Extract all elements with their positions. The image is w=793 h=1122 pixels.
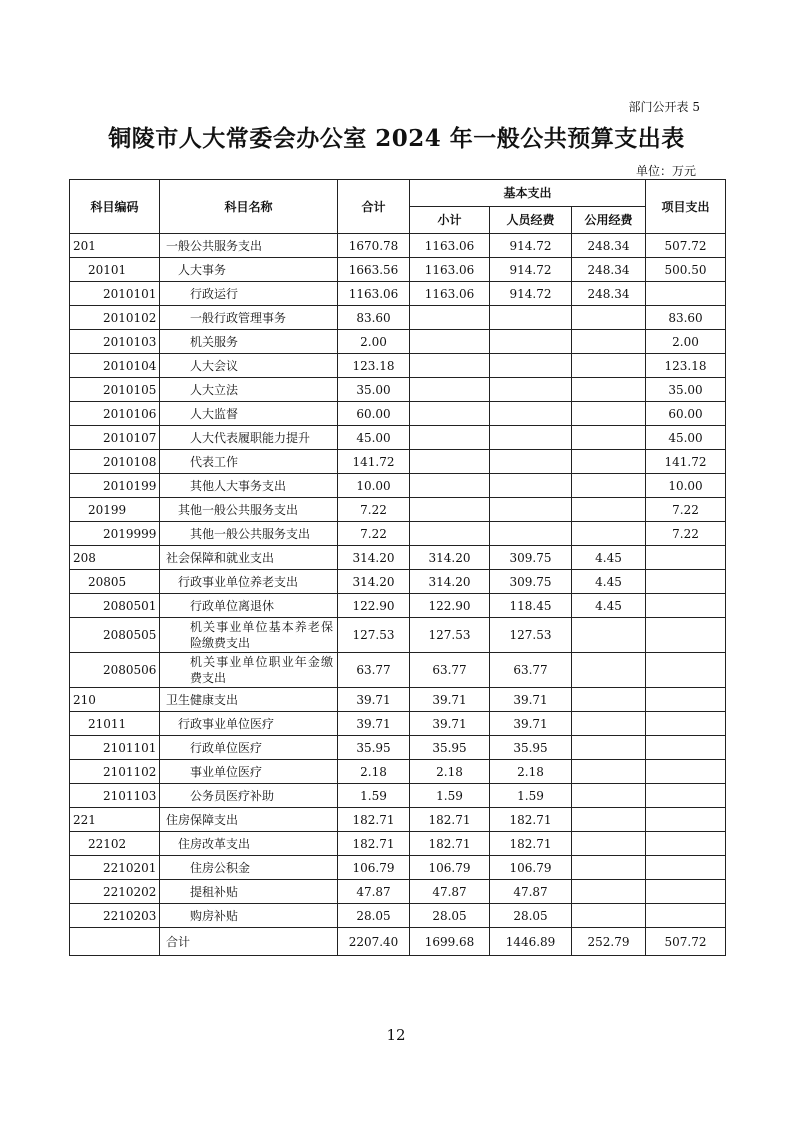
table-row (70, 546, 726, 570)
cell-name: 人大代表履职能力提升 (160, 426, 338, 450)
table-row (70, 306, 726, 330)
cell-total: 2.00 (338, 330, 410, 354)
table-row (70, 282, 726, 306)
table-row (70, 570, 726, 594)
table-row (70, 498, 726, 522)
cell-personnel: 118.45 (490, 594, 572, 618)
cell-project (646, 760, 726, 784)
cell-subtotal: 39.71 (410, 712, 490, 736)
cell-personnel: 309.75 (490, 546, 572, 570)
cell-code: 2019999 (70, 522, 160, 546)
cell-code: 2210202 (70, 880, 160, 904)
cell-public (572, 784, 646, 808)
cell-code: 22102 (70, 832, 160, 856)
cell-personnel: 127.53 (490, 618, 572, 653)
unit-label: 单位：万元 (635, 164, 696, 178)
cell-public (572, 474, 646, 498)
cell-name: 其他人大事务支出 (160, 474, 338, 498)
table-row (70, 402, 726, 426)
cell-total: 47.87 (338, 880, 410, 904)
cell-name: 住房公积金 (160, 856, 338, 880)
cell-project (646, 594, 726, 618)
cell-subtotal: 127.53 (410, 618, 490, 653)
cell-code: 21011 (70, 712, 160, 736)
cell-project: 10.00 (646, 474, 726, 498)
cell-subtotal: 47.87 (410, 880, 490, 904)
cell-total: 28.05 (338, 904, 410, 928)
cell-personnel (490, 522, 572, 546)
cell-public (572, 354, 646, 378)
cell-personnel: 182.71 (490, 808, 572, 832)
cell-name: 机关事业单位基本养老保险缴费支出 (160, 618, 338, 653)
cell-public (572, 856, 646, 880)
cell-name: 行政事业单位医疗 (160, 712, 338, 736)
cell-project (646, 856, 726, 880)
table-row (70, 880, 726, 904)
cell-total: 35.00 (338, 378, 410, 402)
cell-project: 500.50 (646, 258, 726, 282)
header-code: 科目编码 (70, 180, 160, 234)
cell-total: 182.71 (338, 808, 410, 832)
cell-code: 2101103 (70, 784, 160, 808)
cell-total: 39.71 (338, 688, 410, 712)
cell-subtotal: 314.20 (410, 546, 490, 570)
cell-project: 60.00 (646, 402, 726, 426)
cell-code: 2101102 (70, 760, 160, 784)
cell-total: 7.22 (338, 498, 410, 522)
cell-name: 机关事业单位职业年金缴费支出 (160, 653, 338, 688)
cell-personnel: 47.87 (490, 880, 572, 904)
table-row (70, 474, 726, 498)
cell-name: 住房改革支出 (160, 832, 338, 856)
cell-personnel (490, 354, 572, 378)
cell-public: 4.45 (572, 546, 646, 570)
cell-name: 人大监督 (160, 402, 338, 426)
cell-subtotal (410, 354, 490, 378)
cell-project (646, 832, 726, 856)
cell-public (572, 378, 646, 402)
cell-code: 2010108 (70, 450, 160, 474)
cell-total: 314.20 (338, 546, 410, 570)
cell-name: 购房补贴 (160, 904, 338, 928)
cell-name: 公务员医疗补助 (160, 784, 338, 808)
table-row (70, 653, 726, 688)
cell-subtotal (410, 306, 490, 330)
cell-subtotal: 122.90 (410, 594, 490, 618)
cell-code: 2010103 (70, 330, 160, 354)
cell-code: 201 (70, 234, 160, 258)
cell-public (572, 808, 646, 832)
table-row (70, 378, 726, 402)
cell-code: 20101 (70, 258, 160, 282)
cell-project: 83.60 (646, 306, 726, 330)
cell-personnel: 914.72 (490, 234, 572, 258)
cell-project (646, 904, 726, 928)
cell-subtotal: 106.79 (410, 856, 490, 880)
cell-personnel: 1.59 (490, 784, 572, 808)
cell-subtotal: 182.71 (410, 808, 490, 832)
cell-personnel (490, 426, 572, 450)
cell-personnel: 35.95 (490, 736, 572, 760)
table-row (70, 832, 726, 856)
table-row (70, 712, 726, 736)
cell-project (646, 688, 726, 712)
table-number-label: 部门公开表 5 (628, 100, 700, 114)
cell-personnel (490, 402, 572, 426)
cell-project: 123.18 (646, 354, 726, 378)
table-row (70, 688, 726, 712)
total-cell-project: 507.72 (646, 928, 726, 956)
cell-name: 一般行政管理事务 (160, 306, 338, 330)
cell-code: 210 (70, 688, 160, 712)
cell-name: 一般公共服务支出 (160, 234, 338, 258)
cell-public (572, 760, 646, 784)
cell-total: 122.90 (338, 594, 410, 618)
cell-personnel: 39.71 (490, 712, 572, 736)
cell-name: 代表工作 (160, 450, 338, 474)
cell-name: 机关服务 (160, 330, 338, 354)
cell-subtotal (410, 522, 490, 546)
cell-total: 35.95 (338, 736, 410, 760)
cell-project (646, 546, 726, 570)
cell-name: 行政单位医疗 (160, 736, 338, 760)
header-name: 科目名称 (160, 180, 338, 234)
total-row (70, 928, 726, 956)
cell-project: 7.22 (646, 498, 726, 522)
cell-total: 1663.56 (338, 258, 410, 282)
table-row (70, 736, 726, 760)
cell-subtotal: 314.20 (410, 570, 490, 594)
cell-total: 106.79 (338, 856, 410, 880)
cell-code: 221 (70, 808, 160, 832)
cell-public (572, 832, 646, 856)
cell-name: 行政事业单位养老支出 (160, 570, 338, 594)
table-row (70, 450, 726, 474)
cell-name: 其他一般公共服务支出 (160, 522, 338, 546)
cell-total: 39.71 (338, 712, 410, 736)
table-row (70, 594, 726, 618)
cell-subtotal: 63.77 (410, 653, 490, 688)
cell-code: 20805 (70, 570, 160, 594)
cell-subtotal (410, 426, 490, 450)
cell-subtotal (410, 330, 490, 354)
cell-personnel: 914.72 (490, 282, 572, 306)
cell-code: 2210203 (70, 904, 160, 928)
cell-name: 人大事务 (160, 258, 338, 282)
cell-subtotal: 182.71 (410, 832, 490, 856)
cell-code: 2080501 (70, 594, 160, 618)
cell-code: 20199 (70, 498, 160, 522)
cell-public (572, 904, 646, 928)
page-title: 铜陵市人大常委会办公室 2024 年一般公共预算支出表 (108, 125, 685, 152)
cell-total: 7.22 (338, 522, 410, 546)
cell-name: 行政运行 (160, 282, 338, 306)
cell-subtotal: 28.05 (410, 904, 490, 928)
table-row (70, 856, 726, 880)
table-row (70, 784, 726, 808)
cell-total: 60.00 (338, 402, 410, 426)
cell-subtotal (410, 474, 490, 498)
table-row (70, 354, 726, 378)
cell-project (646, 808, 726, 832)
cell-subtotal: 35.95 (410, 736, 490, 760)
cell-code: 2080505 (70, 618, 160, 653)
cell-personnel: 106.79 (490, 856, 572, 880)
cell-code: 2010104 (70, 354, 160, 378)
cell-public (572, 880, 646, 904)
cell-subtotal: 1.59 (410, 784, 490, 808)
table-row (70, 234, 726, 258)
cell-code: 208 (70, 546, 160, 570)
table-row (70, 904, 726, 928)
cell-project (646, 736, 726, 760)
cell-public (572, 330, 646, 354)
cell-subtotal: 39.71 (410, 688, 490, 712)
cell-project: 141.72 (646, 450, 726, 474)
header-public: 公用经费 (572, 207, 646, 234)
cell-total: 1163.06 (338, 282, 410, 306)
cell-personnel (490, 450, 572, 474)
cell-public: 4.45 (572, 570, 646, 594)
cell-personnel: 182.71 (490, 832, 572, 856)
cell-subtotal (410, 450, 490, 474)
cell-total: 182.71 (338, 832, 410, 856)
cell-public (572, 426, 646, 450)
header-basic: 基本支出 (410, 180, 646, 207)
cell-public (572, 618, 646, 653)
cell-name: 卫生健康支出 (160, 688, 338, 712)
cell-personnel (490, 330, 572, 354)
cell-name: 行政单位离退休 (160, 594, 338, 618)
cell-personnel: 309.75 (490, 570, 572, 594)
cell-public (572, 306, 646, 330)
cell-public (572, 712, 646, 736)
cell-personnel: 63.77 (490, 653, 572, 688)
cell-personnel: 2.18 (490, 760, 572, 784)
header-subtotal: 小计 (410, 207, 490, 234)
cell-public (572, 522, 646, 546)
cell-personnel (490, 498, 572, 522)
cell-name: 社会保障和就业支出 (160, 546, 338, 570)
cell-public (572, 498, 646, 522)
cell-project (646, 712, 726, 736)
cell-project (646, 282, 726, 306)
cell-public: 248.34 (572, 282, 646, 306)
cell-personnel (490, 378, 572, 402)
cell-subtotal (410, 378, 490, 402)
cell-total: 10.00 (338, 474, 410, 498)
table-row (70, 522, 726, 546)
cell-subtotal: 1163.06 (410, 258, 490, 282)
cell-code: 2010106 (70, 402, 160, 426)
cell-subtotal (410, 402, 490, 426)
cell-project: 7.22 (646, 522, 726, 546)
table-body (70, 234, 726, 956)
table-row (70, 258, 726, 282)
cell-personnel: 28.05 (490, 904, 572, 928)
cell-name: 事业单位医疗 (160, 760, 338, 784)
cell-total: 141.72 (338, 450, 410, 474)
cell-name: 住房保障支出 (160, 808, 338, 832)
cell-project (646, 784, 726, 808)
budget-table (69, 179, 726, 956)
table-row (70, 618, 726, 653)
cell-total: 123.18 (338, 354, 410, 378)
cell-total: 45.00 (338, 426, 410, 450)
cell-project (646, 653, 726, 688)
cell-personnel: 39.71 (490, 688, 572, 712)
cell-name: 人大立法 (160, 378, 338, 402)
cell-subtotal: 2.18 (410, 760, 490, 784)
cell-public (572, 736, 646, 760)
cell-total: 1670.78 (338, 234, 410, 258)
page-number: 12 (386, 1026, 406, 1044)
total-cell-subtotal: 1699.68 (410, 928, 490, 956)
table-row (70, 330, 726, 354)
table-row (70, 808, 726, 832)
cell-project (646, 570, 726, 594)
cell-subtotal (410, 498, 490, 522)
cell-code: 2080506 (70, 653, 160, 688)
cell-public (572, 653, 646, 688)
total-cell-personnel: 1446.89 (490, 928, 572, 956)
cell-total: 1.59 (338, 784, 410, 808)
cell-public: 248.34 (572, 234, 646, 258)
cell-project (646, 880, 726, 904)
cell-total: 83.60 (338, 306, 410, 330)
total-cell-code (70, 928, 160, 956)
cell-code: 2010105 (70, 378, 160, 402)
cell-name: 人大会议 (160, 354, 338, 378)
cell-code: 2010102 (70, 306, 160, 330)
cell-total: 314.20 (338, 570, 410, 594)
cell-project: 2.00 (646, 330, 726, 354)
cell-project: 45.00 (646, 426, 726, 450)
cell-code: 2010101 (70, 282, 160, 306)
cell-code: 2010199 (70, 474, 160, 498)
header-project: 项目支出 (646, 180, 726, 234)
total-cell-total: 2207.40 (338, 928, 410, 956)
cell-total: 2.18 (338, 760, 410, 784)
cell-code: 2210201 (70, 856, 160, 880)
cell-code: 2101101 (70, 736, 160, 760)
cell-public: 4.45 (572, 594, 646, 618)
table-row (70, 426, 726, 450)
cell-project: 35.00 (646, 378, 726, 402)
cell-personnel: 914.72 (490, 258, 572, 282)
cell-code: 2010107 (70, 426, 160, 450)
cell-public (572, 450, 646, 474)
cell-name: 提租补贴 (160, 880, 338, 904)
cell-subtotal: 1163.06 (410, 282, 490, 306)
total-cell-public: 252.79 (572, 928, 646, 956)
cell-public (572, 688, 646, 712)
cell-personnel (490, 474, 572, 498)
header-total: 合计 (338, 180, 410, 234)
cell-public (572, 402, 646, 426)
cell-project (646, 618, 726, 653)
cell-public: 248.34 (572, 258, 646, 282)
cell-total: 127.53 (338, 618, 410, 653)
cell-project: 507.72 (646, 234, 726, 258)
cell-personnel (490, 306, 572, 330)
cell-total: 63.77 (338, 653, 410, 688)
cell-subtotal: 1163.06 (410, 234, 490, 258)
header-personnel: 人员经费 (490, 207, 572, 234)
table-row (70, 760, 726, 784)
cell-name: 其他一般公共服务支出 (160, 498, 338, 522)
total-cell-name: 合计 (160, 928, 338, 956)
